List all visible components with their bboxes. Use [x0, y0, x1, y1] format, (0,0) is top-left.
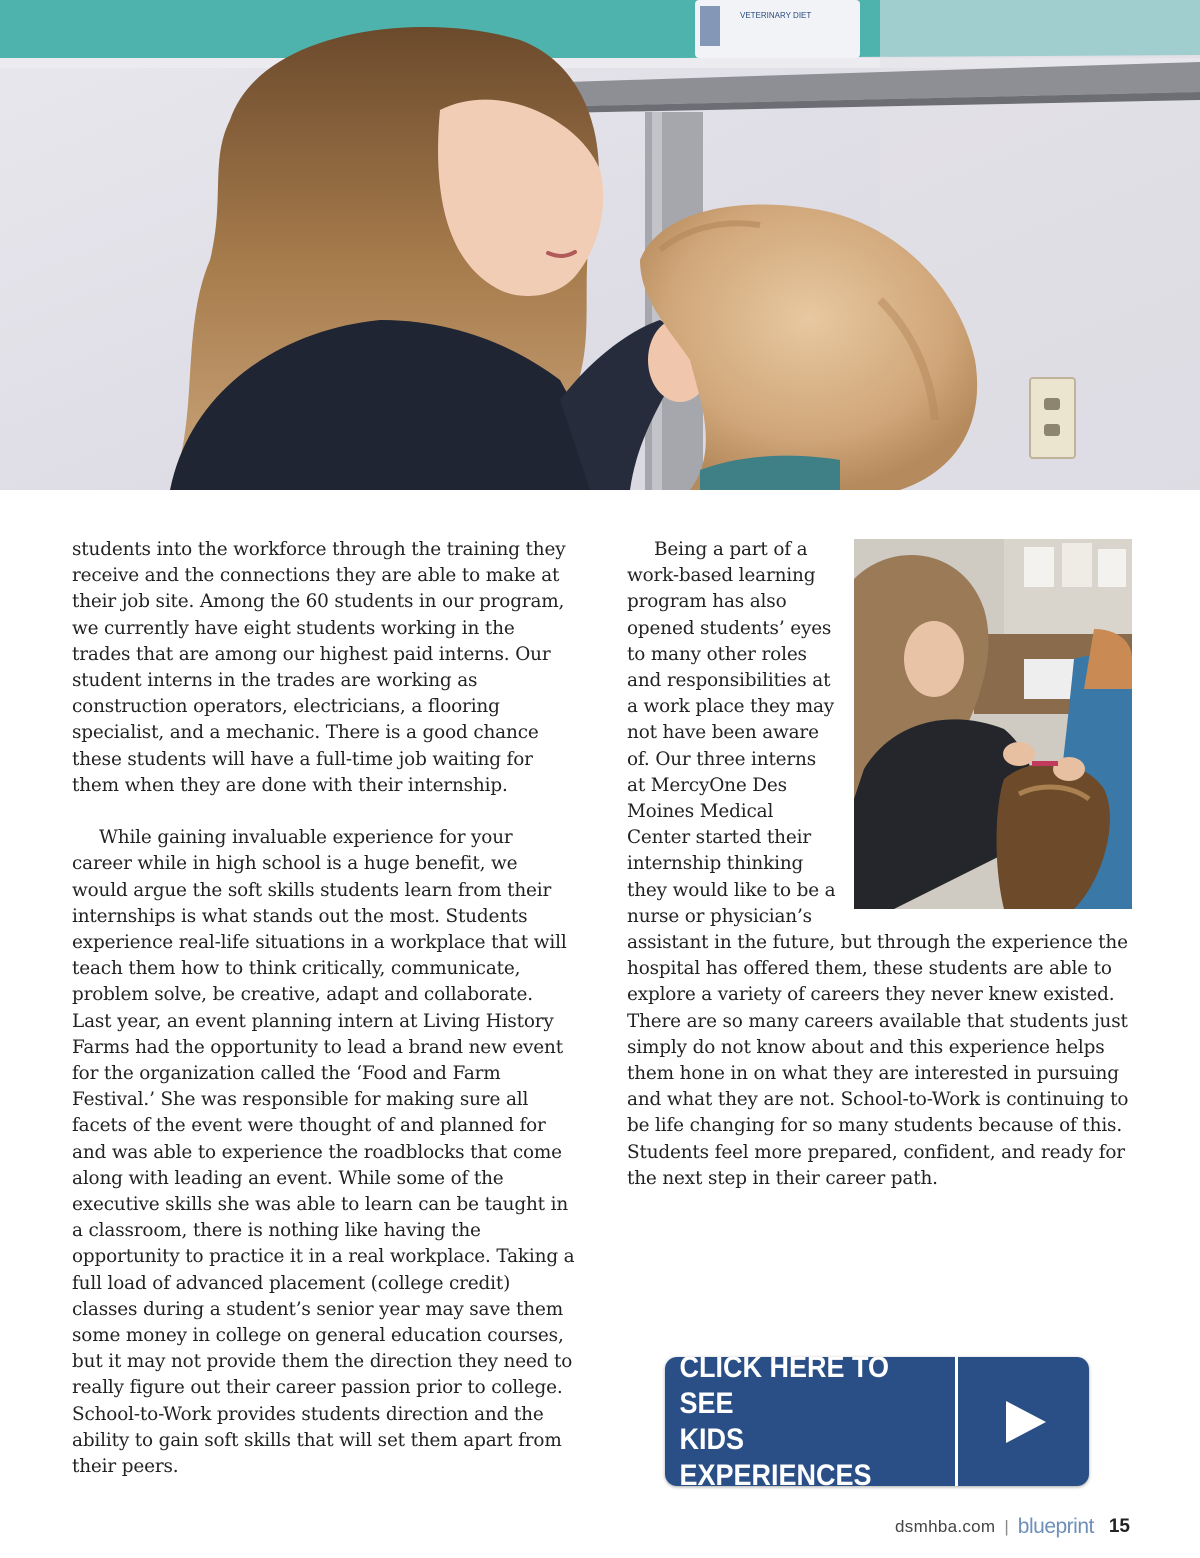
- left-paragraph-2: While gaining invaluable experience for your career while in high school is a huge benefit, we would argue the soft skills students learn from their internships is what stands out the most. Students experience real-life situations in a workplace that will teach them how to think critically, communicate, problem solve, be creative, adapt and collaborate. Last year, an event planning intern at Living History Farms had the opportunity to lead a brand new event for the organization called the ‘Food and Farm Festival.’ She was responsible for making sure all facets of the event were thought of and planned for and was able to experience the roadblocks that come along with leading an event. While some of the executive skills she was able to learn can be taught in a classroom, there is nothing like having the opportunity to practice it in a real workplace. Taking a full load of advanced placement (college credit) classes during a student’s senior year may save them some money in college on general education courses, but it may not provide them the direction they need to really figure out their career passion prior to college. School-to-Work provides students direction and the ability to gain soft skills that will set them apart from their peers.: [72, 827, 575, 1478]
- play-icon[interactable]: [958, 1357, 1089, 1486]
- left-paragraph-1: students into the workforce through the training they receive and the connections they are able to make at their job site. Among the 60 students in our program, we currently have eight students working in the trades that are among our highest paid interns. Our student interns in the trades are working as construction operators, electricians, a flooring specialist, and a mechanic. There is a good chance these students will have a full-time job waiting for them when they are done with their internship.: [72, 539, 566, 796]
- kids-experiences-button[interactable]: [665, 1357, 1089, 1486]
- inset-photo: [854, 539, 1132, 909]
- page-footer: [895, 1512, 1130, 1542]
- right-column: [627, 537, 1132, 1192]
- footer-site: dsmhba.com: [895, 1517, 996, 1536]
- page-number: 15: [1108, 1516, 1130, 1537]
- hero-photo: [0, 0, 1200, 490]
- cta-line-1: CLICK HERE TO SEE: [679, 1357, 890, 1420]
- play-triangle-icon: [1000, 1398, 1048, 1446]
- footer-separator: |: [1004, 1517, 1009, 1536]
- cta-line-2: KIDS EXPERIENCES: [679, 1422, 872, 1486]
- photo-students-examining-dog-icon: [854, 539, 1132, 909]
- right-paragraph-1: Being a part of a work-based learning program has also opened students’ eyes to many other roles and responsibilities at a work place they may not have been aware of. Our three interns at MercyOne Des Moines Medical Center started their internship thinking they would like to be a nurse or physician’s assistant in the future, but through the experience the hospital has offered them, these students are able to explore a variety of careers they never knew existed. There are so many careers available that students just simply do not know about and this experience helps them hone in on what they are interested in pursuing and what they are not. School-to-Work is continuing to be life changing for so many students because of this. Students feel more prepared, confident, and ready for the next step in their career path.: [627, 539, 1129, 1189]
- cta-label: [680, 1357, 941, 1486]
- photo-vet-with-golden-dog-icon: [0, 0, 1200, 490]
- footer-brand-logo: blueprint: [1017, 1515, 1094, 1538]
- left-column: [72, 537, 577, 1480]
- food-bag-label: VETERINARY DIET: [740, 11, 812, 20]
